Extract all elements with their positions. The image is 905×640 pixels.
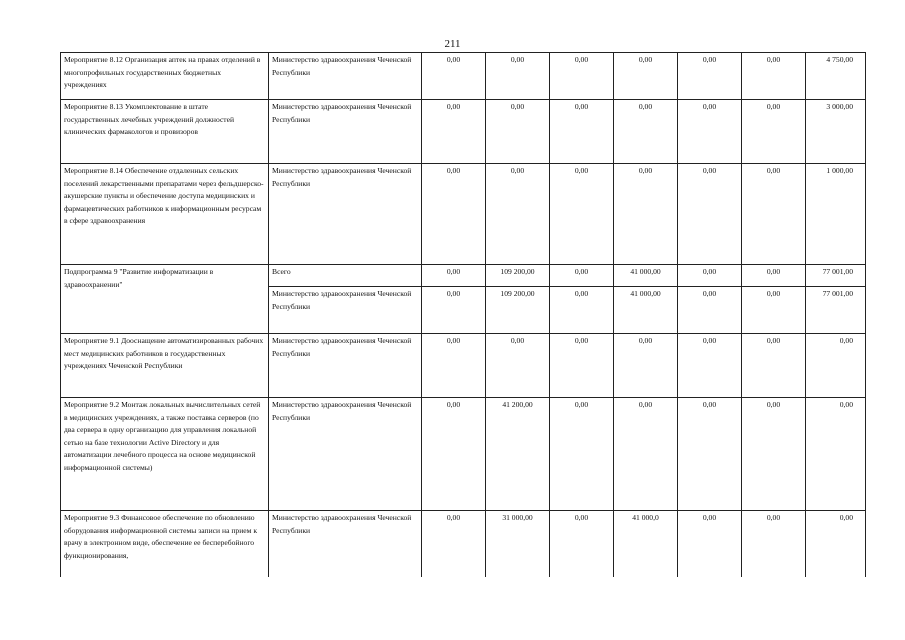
amount-cell: 0,00: [742, 511, 806, 577]
amount-cell: 0,00: [422, 334, 486, 398]
amount-cell: 0,00: [550, 100, 614, 164]
activity-name-cell: Мероприятие 9.2 Монтаж локальных вычислительных сетей в медицинских учреждениях, а также поставка серверов (по два сервера в одну организацию для управления локальной сетью на базе технологии Active Directory и для автоматизации лечебного процесса на основе медицинской информационной системы): [61, 398, 269, 511]
amount-cell: 0,00: [742, 287, 806, 334]
budget-table: [60, 52, 866, 577]
amount-cell: 0,00: [422, 53, 486, 100]
amount-cell: 0,00: [550, 53, 614, 100]
amount-cell: 0,00: [422, 398, 486, 511]
amount-cell: 0,00: [742, 164, 806, 265]
executor-cell: Министерство здравоохранения Чеченской Республики: [269, 100, 422, 164]
amount-cell: 0,00: [486, 334, 550, 398]
amount-cell: 0,00: [614, 334, 678, 398]
amount-cell: 0,00: [422, 265, 486, 287]
table-body: [61, 53, 866, 577]
amount-cell: 0,00: [422, 287, 486, 334]
amount-cell: 41 200,00: [486, 398, 550, 511]
amount-cell: 77 001,00: [806, 287, 866, 334]
executor-cell: Министерство здравоохранения Чеченской Республики: [269, 287, 422, 334]
amount-cell: 0,00: [486, 164, 550, 265]
activity-name-cell: Мероприятие 9.1 Дооснащение автоматизированных рабочих мест медицинских работников в государственных учреждениях Чеченской Республики: [61, 334, 269, 398]
amount-cell: 41 000,00: [614, 265, 678, 287]
executor-cell: Министерство здравоохранения Чеченской Республики: [269, 511, 422, 577]
table-row: [61, 164, 866, 265]
amount-cell: 0,00: [678, 164, 742, 265]
amount-cell: 0,00: [742, 53, 806, 100]
amount-cell: 0,00: [742, 100, 806, 164]
amount-cell: 4 750,00: [806, 53, 866, 100]
executor-cell: Министерство здравоохранения Чеченской Республики: [269, 53, 422, 100]
executor-cell: Министерство здравоохранения Чеченской Республики: [269, 334, 422, 398]
activity-name-cell: Мероприятие 8.13 Укомплектование в штате государственных лечебных учреждений должностей клинических фармакологов и провизоров: [61, 100, 269, 164]
executor-cell: Министерство здравоохранения Чеченской Республики: [269, 164, 422, 265]
amount-cell: 0,00: [678, 100, 742, 164]
activity-name-cell: Мероприятие 9.3 Финансовое обеспечение по обновлению оборудования информационной системы записи на прием к врачу в электронном виде, обеспечение ее бесперебойного функционирования,: [61, 511, 269, 577]
amount-cell: 41 000,0: [614, 511, 678, 577]
amount-cell: 31 000,00: [486, 511, 550, 577]
table-row: [61, 265, 866, 287]
page-number: 211: [444, 38, 461, 50]
executor-cell: Министерство здравоохранения Чеченской Республики: [269, 398, 422, 511]
amount-cell: 0,00: [806, 334, 866, 398]
table-row: [61, 100, 866, 164]
executor-cell: Всего: [269, 265, 422, 287]
activity-name-cell: Мероприятие 8.12 Организация аптек на правах отделений в многопрофильных государственных бюджетных учреждениях: [61, 53, 269, 100]
amount-cell: 0,00: [422, 100, 486, 164]
amount-cell: 0,00: [742, 398, 806, 511]
table-row: [61, 398, 866, 511]
amount-cell: 0,00: [614, 398, 678, 511]
amount-cell: 0,00: [678, 265, 742, 287]
amount-cell: 0,00: [422, 164, 486, 265]
amount-cell: 109 200,00: [486, 287, 550, 334]
table-row: [61, 334, 866, 398]
amount-cell: 3 000,00: [806, 100, 866, 164]
amount-cell: 0,00: [678, 53, 742, 100]
amount-cell: 41 000,00: [614, 287, 678, 334]
amount-cell: 0,00: [742, 334, 806, 398]
amount-cell: 0,00: [614, 164, 678, 265]
amount-cell: 0,00: [550, 164, 614, 265]
table-row: [61, 511, 866, 577]
amount-cell: 0,00: [550, 511, 614, 577]
amount-cell: 109 200,00: [486, 265, 550, 287]
amount-cell: 77 001,00: [806, 265, 866, 287]
amount-cell: 0,00: [550, 287, 614, 334]
amount-cell: 0,00: [806, 398, 866, 511]
activity-name-cell: Мероприятие 8.14 Обеспечение отдаленных сельских поселений лекарственными препаратами через фельдшерско-акушерские пункты и обеспечение доступа медицинских и фармацевтических работников к информационным ресурсам в сфере здравоохранения: [61, 164, 269, 265]
amount-cell: 0,00: [486, 100, 550, 164]
amount-cell: 0,00: [678, 398, 742, 511]
amount-cell: 0,00: [678, 511, 742, 577]
program-name-cell: Подпрограмма 9 "Развитие информатизации в здравоохранении": [61, 265, 269, 334]
amount-cell: 0,00: [550, 334, 614, 398]
amount-cell: 0,00: [550, 265, 614, 287]
amount-cell: 0,00: [806, 511, 866, 577]
amount-cell: 0,00: [678, 287, 742, 334]
amount-cell: 0,00: [678, 334, 742, 398]
amount-cell: 0,00: [742, 265, 806, 287]
amount-cell: 1 000,00: [806, 164, 866, 265]
amount-cell: 0,00: [550, 398, 614, 511]
amount-cell: 0,00: [422, 511, 486, 577]
amount-cell: 0,00: [614, 53, 678, 100]
amount-cell: 0,00: [614, 100, 678, 164]
table-row: [61, 53, 866, 100]
amount-cell: 0,00: [486, 53, 550, 100]
